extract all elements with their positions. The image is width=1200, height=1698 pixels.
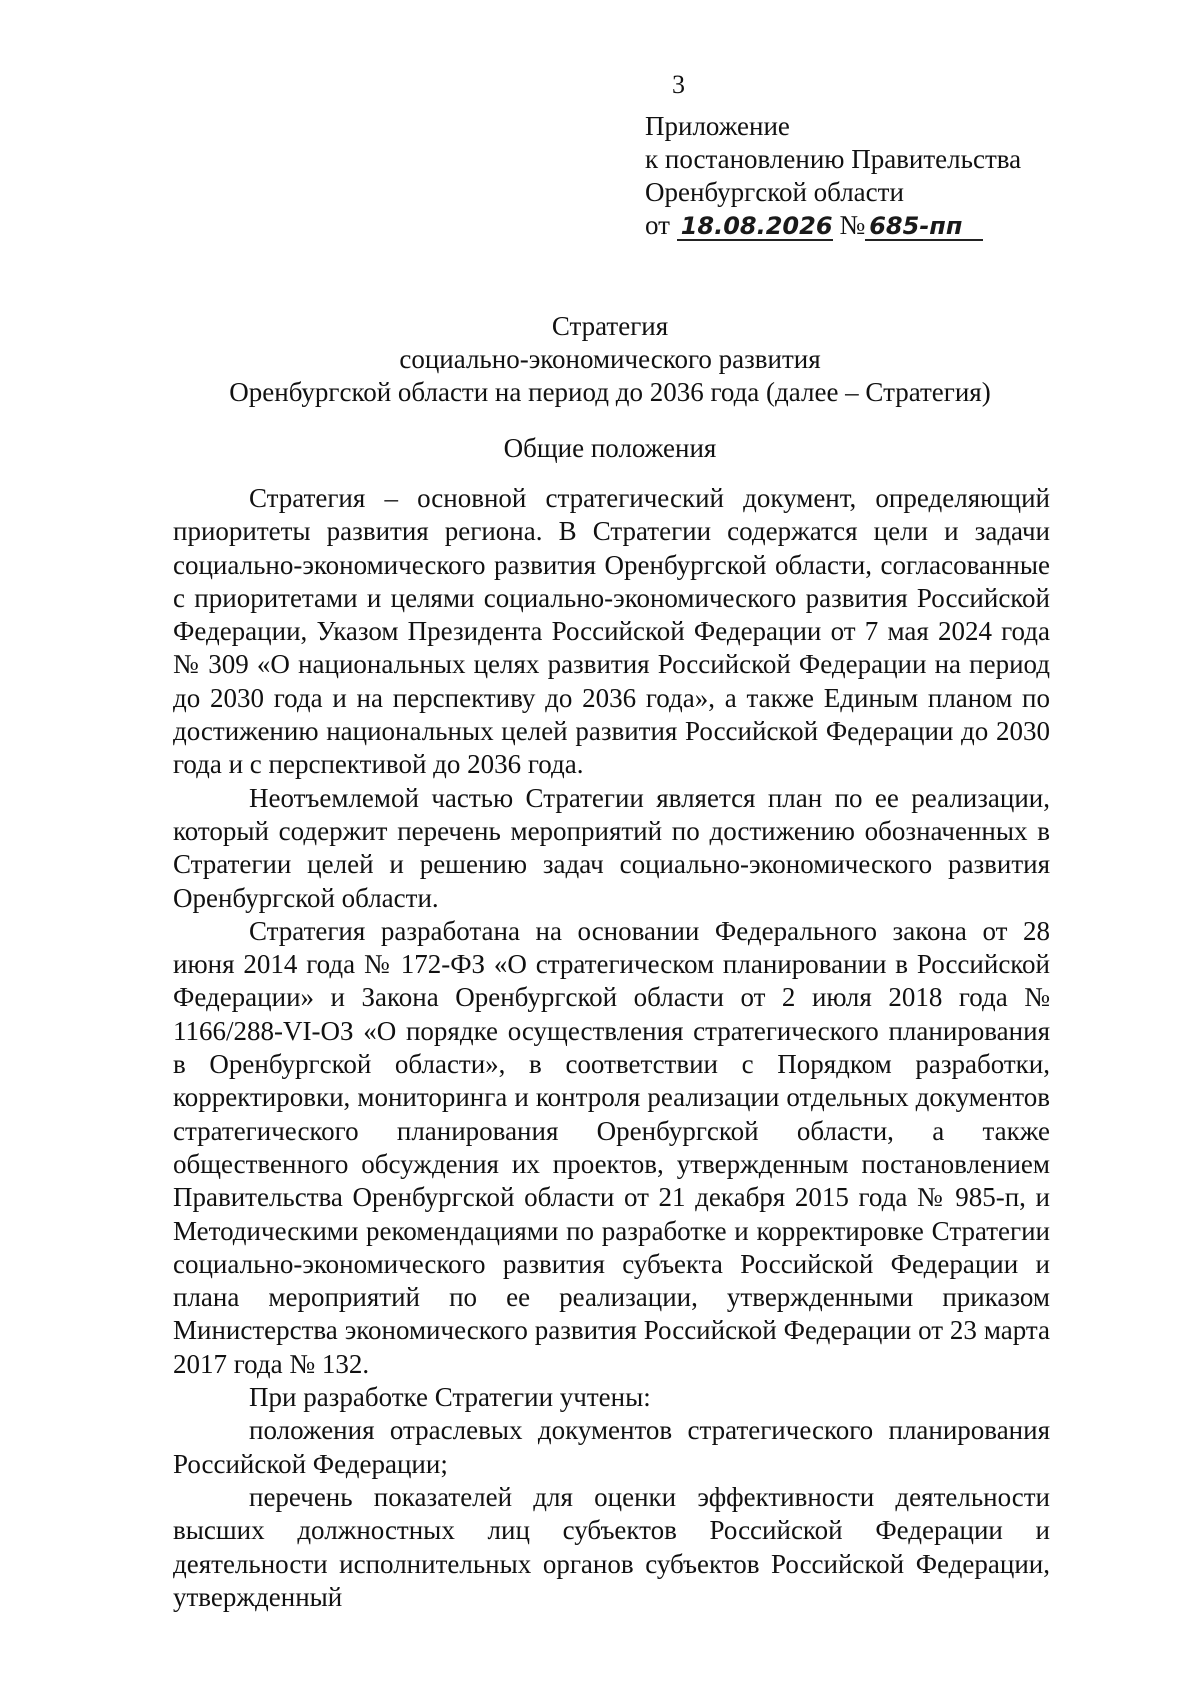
paragraph: При разработке Стратегии учтены: [249,1382,651,1413]
appendix-title: Приложение [645,111,790,141]
document-title [170,310,1050,409]
handwritten-date: 18.08.2026 [677,213,833,241]
paragraph: Стратегия – основной стратегический документ, определяющий приоритеты развития региона. В Стратегии содержатся цели и задачи социально-экономического развития Оренбургской области, согласованные с приоритетами и целями социально-экономического развития Российской Федерации, Указом Президента Российской Федерации от 7 мая 2024 года № 309 «О национальных целях развития Российской Федерации на период до 2030 года и на перспективу до 2036 года», а также Единым планом по достижению национальных целей развития Российской Федерации до 2030 года и с перспективой до 2036 года. [173,483,1050,780]
page-number: 3 [672,70,685,99]
section-title: Общие положения [503,433,717,463]
from-label: от [645,210,670,240]
paragraph: перечень показателей для оценки эффективности деятельности высших должностных лиц субъектов Российской Федерации и деятельности исполнительных органов субъектов Российской Федерации, утвержденный [173,1481,1050,1612]
appendix-region: Оренбургской области [645,177,904,207]
appendix-reference: к постановлению Правительства [645,144,1022,174]
paragraph: Стратегия разработана на основании Федерального закона от 28 июня 2014 года № 172-ФЗ «О стратегическом планировании в Российской Федерации» и Закона Оренбургской области от 2 июля 2018 года № 1166/288-VI-ОЗ «О порядке осуществления стратегического планирования в Оренбургской области», в соответствии с Порядком разработки, корректировки, мониторинга и контроля реализации отдельных документов стратегического планирования Оренбургской области, а также общественного обсуждения их проектов, утвержденным постановлением Правительства Оренбургской области от 21 декабря 2015 года № 985-п, и Методическими рекомендациями по разработке и корректировке Стратегии социально-экономического развития субъекта Российской Федерации и плана мероприятий по ее реализации, утвержденными приказом Министерства экономического развития Российской Федерации от 23 марта 2017 года № 132. [173,915,1050,1379]
title-line-1: Стратегия [551,311,669,341]
paragraph: положения отраслевых документов стратегического планирования Российской Федерации; [173,1415,1050,1479]
title-line-3: Оренбургской области на период до 2036 года (далее – Стратегия) [229,377,991,407]
body-text [173,482,1050,1614]
title-line-2: социально-экономического развития [399,344,821,374]
appendix-date-line [645,209,1021,242]
appendix-header [645,110,1021,242]
number-label: № [839,210,866,240]
paragraph: Неотъемлемой частью Стратегии является план по ее реализации, который содержит перечень мероприятий по достижению обозначенных в Стратегии целей и решению задач социально-экономического развития Оренбургской области. [173,782,1050,913]
handwritten-number: 685-пп [865,213,983,241]
